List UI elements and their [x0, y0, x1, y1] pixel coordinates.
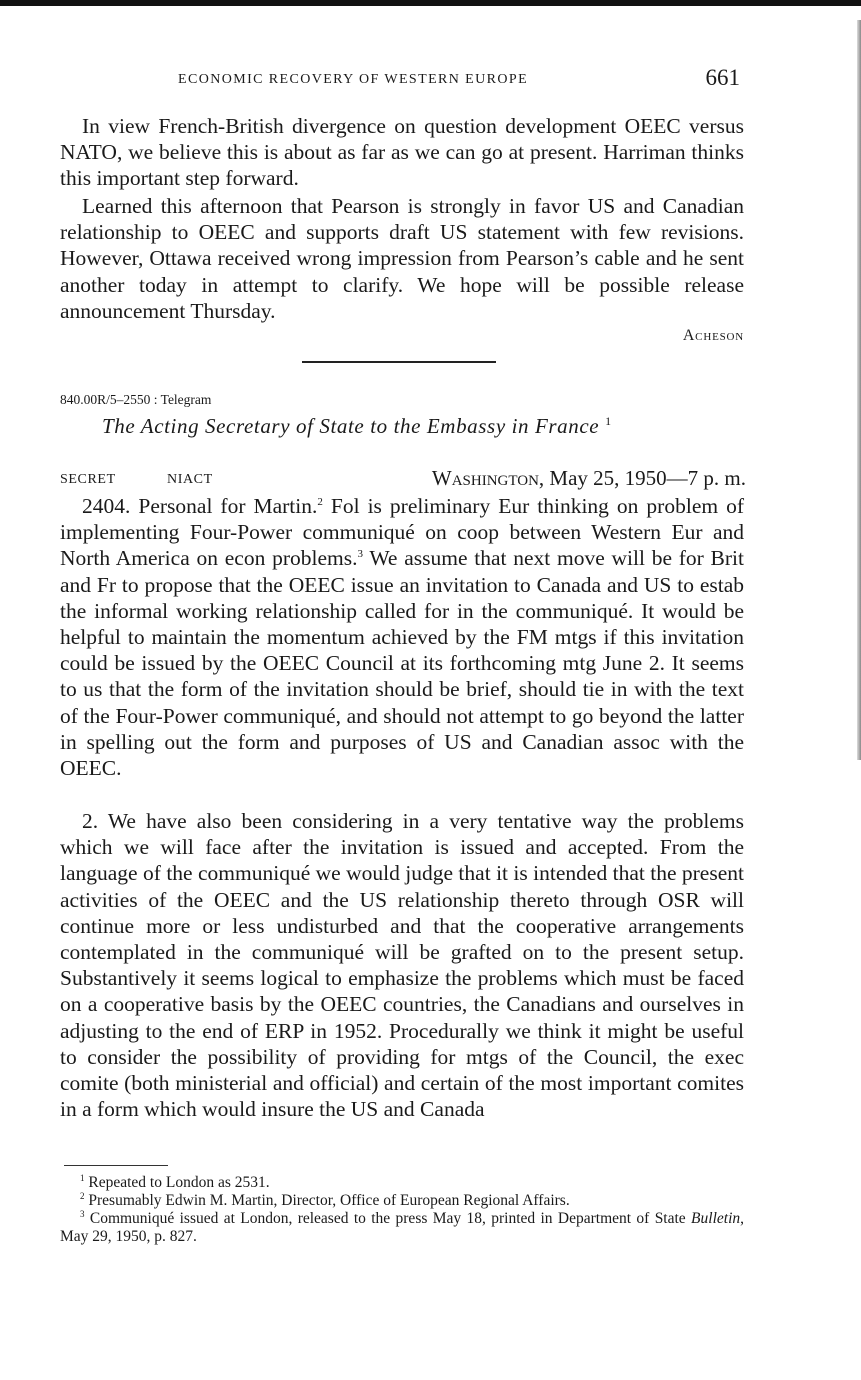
dateline-place: Washington, — [431, 466, 545, 490]
telegram-paragraph-1 — [60, 493, 744, 781]
footnote-2 — [60, 1192, 744, 1210]
footnote-mark-2: 2 — [317, 495, 323, 508]
previous-paragraph-1: In view French-British divergence on question development OEEC versus NATO, we believe this is about as far as we can go at present. Harriman thinks this important step forward. — [60, 114, 744, 191]
footnote-2-mark: 2 — [80, 1190, 85, 1201]
section-divider — [302, 361, 496, 363]
telegram-paragraph-2: 2. We have also been considering in a very tentative way the problems which we will face after the invitation is issued and accepted. From the language of the communiqué we would judge that it is intended that the present activities of the OEEC and the US relationship thereto through OSR will continue more or less undisturbed and that the cooperative arrangements contemplated in the communiqué will be grafted on to the present setup. Substantively it seems logical to emphasize the problems which must be faced on a cooperative basis by the OEEC countries, the Canadians and ourselves in adjusting to the end of ERP in 1952. Procedurally we think it might be useful to consider the possibility of providing for mtgs of the Council, the exec comite (both ministerial and official) and certain of the most important comites in a form which would insure the US and Canada — [60, 809, 744, 1122]
title-footnote-mark: 1 — [605, 414, 612, 428]
page-top-edge — [0, 0, 861, 6]
paragraph-1-middle: Fol is preliminary Eur thinking on problem of implementing Four-Power communiqué on coop between Western Eur and North America on econ problems. — [60, 494, 744, 571]
footnote-3-mark: 3 — [80, 1208, 85, 1219]
page-number: 661 — [705, 65, 740, 90]
footnote-1-text: Repeated to London as 2531. — [88, 1174, 270, 1191]
footnote-divider — [64, 1165, 168, 1166]
signature: Acheson — [682, 327, 744, 344]
dateline-date: May 25, 1950—7 p. m. — [549, 466, 746, 490]
footnote-3-text: Communiqué issued at London, released to the press May 18, printed in Department of State — [89, 1210, 692, 1227]
footnote-2-text: Presumably Edwin M. Martin, Director, Office of European Regional Affairs. — [88, 1192, 570, 1209]
footnote-mark-3: 3 — [357, 548, 363, 561]
footnote-3-citation: , May 29, 1950, p. 827. — [60, 1210, 744, 1245]
footnote-1 — [60, 1174, 744, 1192]
file-reference: 840.00R/5–2550 : Telegram — [60, 392, 212, 407]
paragraph-1-lead: 2404. Personal for Martin. — [82, 494, 318, 518]
page-right-edge — [857, 20, 861, 760]
previous-paragraph-2: Learned this afternoon that Pearson is strongly in favor US and Canadian relationship to OEEC and supports draft US statement with few revisions. However, Ottawa received wrong impression from Pearson’s cable and he sent another today in attempt to clarify. We hope will be possible release announcement Thursday. — [60, 194, 744, 323]
precedence-label: NIACT — [167, 472, 213, 487]
footnote-1-mark: 1 — [80, 1172, 85, 1183]
running-title: ECONOMIC RECOVERY OF WESTERN EUROPE — [178, 72, 529, 87]
document-title — [102, 414, 612, 439]
classification-label: SECRET — [60, 472, 116, 487]
dateline — [432, 466, 746, 491]
footnote-3-publication: Bulletin — [691, 1210, 741, 1227]
document-title-text: The Acting Secretary of State to the Embassy in France — [102, 414, 600, 438]
footnote-3 — [60, 1210, 744, 1245]
paragraph-1-rest: We assume that next move will be for Brit and Fr to propose that the OEEC issue an invitation to Canada and US to estab the informal working relationship called for in the communiqué. It would be helpful to maintain the momentum achieved by the FM mtgs if this invitation could be issued by the OEEC Council at its forthcoming mtg June 2. It seems to us that the form of the invitation should be brief, should tie in with the text of the Four-Power communiqué, and should not attempt to go beyond the latter in spelling out the form and purposes of US and Canadian assoc with the OEEC. — [60, 546, 745, 781]
